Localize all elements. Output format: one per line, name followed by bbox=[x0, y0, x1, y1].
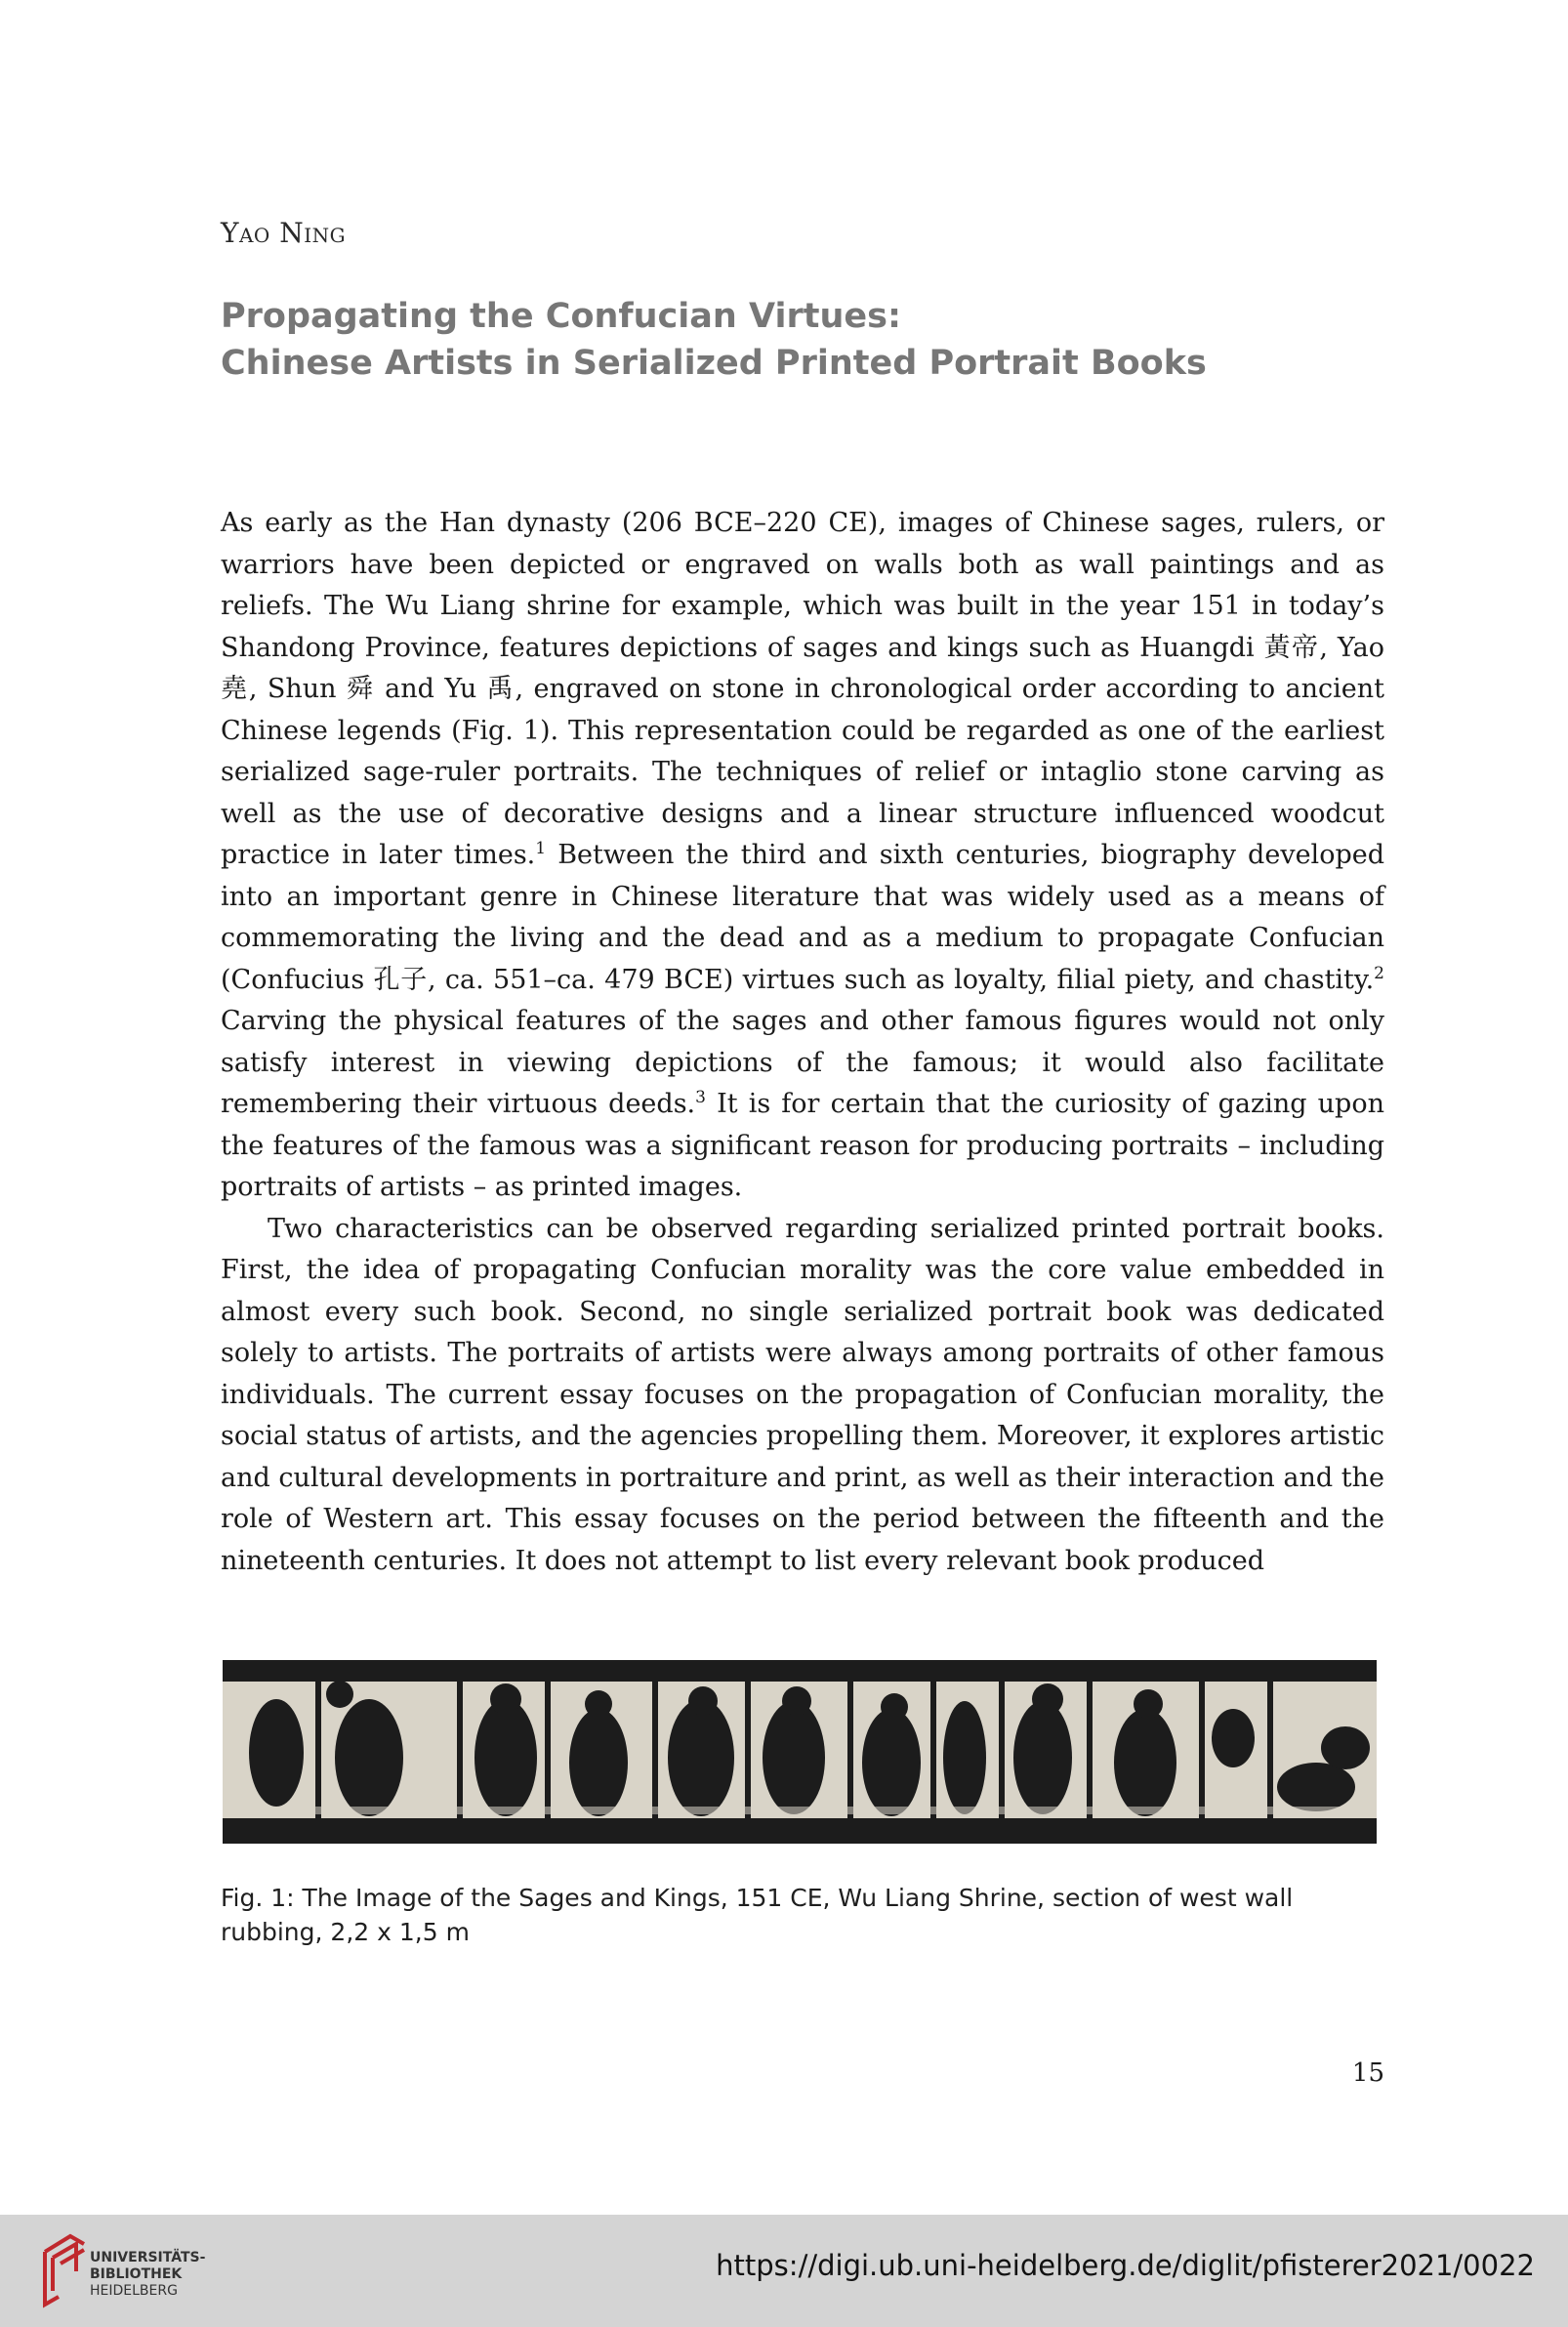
p1-part-b: Between the third and sixth centuries, biography developed into an important genre in Chinese literature that was widely used as a means of commemorating the living and the dead and as a medium to propagate Confucian (Confucius 孔子, ca. 551–ca. 479 BCE) virtues such as loyalty, filial piety, and chastity. bbox=[221, 840, 1384, 995]
footer-bar bbox=[0, 2215, 1568, 2327]
article-title bbox=[221, 293, 1392, 387]
title-line-2: Chinese Artists in Serialized Printed Portrait Books bbox=[221, 344, 1207, 383]
page-number: 15 bbox=[1351, 2058, 1384, 2088]
author-name bbox=[221, 217, 346, 249]
stone-rubbing-image bbox=[223, 1660, 1377, 1844]
paragraph-1 bbox=[221, 503, 1384, 1209]
footnote-ref-2[interactable]: 2 bbox=[1374, 963, 1384, 983]
footnote-ref-1[interactable]: 1 bbox=[535, 839, 547, 858]
figure-stone-rubbing bbox=[223, 1660, 1377, 1844]
library-name bbox=[90, 2250, 205, 2300]
footnote-ref-3[interactable]: 3 bbox=[695, 1088, 706, 1107]
p1-part-d: It is for certain that the curiosity of gazing upon the features of the famous was a significant reason for producing portraits – including portraits of artists – as printed images. bbox=[221, 1089, 1384, 1202]
figure-caption: Fig. 1: The Image of the Sages and Kings, 151 CE, Wu Liang Shrine, section of west wall rubbing, 2,2 x 1,5 m bbox=[221, 1884, 1294, 1946]
library-name-line-2: BIBLIOTHEK bbox=[90, 2266, 183, 2282]
p1-part-c: Carving the physical features of the sages and other famous figures would not only satisfy interest in viewing depictions of the famous; it would also facilitate remembering their virtuous deeds. bbox=[221, 1006, 1384, 1119]
library-logo-icon[interactable] bbox=[41, 2232, 88, 2308]
body-text bbox=[221, 503, 1384, 1582]
p1-part-a: As early as the Han dynasty (206 BCE–220 CE), images of Chinese sages, rulers, or warriors have been depicted or engraved on walls both as wall paintings and as reliefs. The Wu Liang shrine for example, which was built in the year 151 in today’s Shandong Province, features depictions of sages and kings such as Huangdi 黃帝, Yao 堯, Shun 舜 and Yu 禹, engraved on stone in chronological order according to ancient Chinese legends (Fig. 1). This representation could be regarded as one of the earliest serialized sage-ruler portraits. The techniques of relief or intaglio stone carving as well as the use of decorative designs and a linear structure influenced woodcut practice in later times. bbox=[221, 508, 1384, 870]
library-name-line-3: HEIDELBERG bbox=[90, 2283, 178, 2299]
library-name-line-1: UNIVERSITÄTS- bbox=[90, 2250, 206, 2265]
paragraph-2: Two characteristics can be observed regarding serialized printed portrait books. First, the idea of propagating Confucian morality was the core value embedded in almost every such book. Second, no single serialized portrait book was dedicated solely to artists. The portraits of artists were always among portraits of other famous individuals. The current essay focuses on the propagation of Confucian morality, the social status of artists, and the agencies propelling them. Moreover, it explores artistic and cultural developments in portraiture and print, as well as their interaction and the role of Western art. This essay focuses on the period between the fifteenth and the nineteenth centuries. It does not attempt to list every relevant book produced bbox=[221, 1213, 1384, 1576]
source-url-link[interactable]: https://digi.ub.uni-heidelberg.de/diglit/pfisterer2021/0022 bbox=[716, 2249, 1535, 2282]
title-line-1: Propagating the Confucian Virtues: bbox=[221, 297, 901, 336]
author-text: Yao Ning bbox=[221, 217, 347, 249]
